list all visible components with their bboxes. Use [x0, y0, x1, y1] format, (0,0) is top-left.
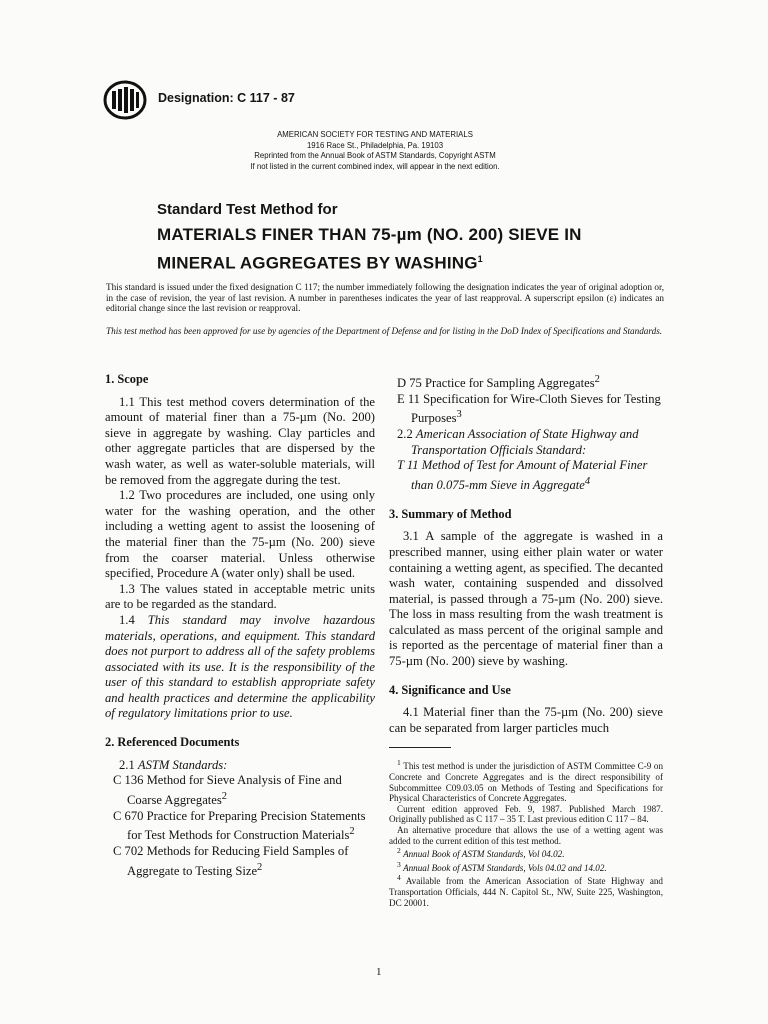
footnote-text: This test method is under the jurisdiction of ASTM Committee C-9 on Concrete and Concrete Aggregates and is the direct responsibility of Subcommittee C09.03.05 on Methods of Testing and Specifications for Physical Characteristics of Concrete Aggregates. — [389, 761, 664, 804]
reference-sup: 2 — [349, 826, 355, 838]
dod-notice: This test method has been approved for use by agencies of the Department of Defense and for listing in the DoD Index of Specifications and Standards. — [106, 326, 663, 336]
publisher-line: AMERICAN SOCIETY FOR TESTING AND MATERIALS — [277, 130, 473, 139]
reference-text: C 702 Methods for Reducing Field Samples of Aggregate to Testing Size — [113, 844, 349, 878]
footnote-mark: 4 — [397, 873, 401, 883]
astm-logo — [103, 80, 147, 120]
reference-item — [105, 844, 375, 879]
section-heading-significance: 4. Significance and Use — [389, 682, 511, 697]
section-heading-summary: 3. Summary of Method — [389, 506, 512, 521]
footnote-text: Available from the American Association of State Highway and Transportation Officials, 444 N. Capitol St., NW, Suite 225, Washington, DC 20001. — [389, 876, 663, 908]
designation: Designation: C 117 - 87 — [158, 91, 295, 105]
reference-sup: 2 — [257, 861, 263, 873]
footnote-mark: 3 — [397, 859, 401, 869]
publisher-line: 1916 Race St., Philadelphia, Pa. 19103 — [306, 140, 444, 150]
reference-item — [389, 372, 663, 392]
footnote-1 — [389, 758, 663, 803]
paragraph-1-1: 1.1 This test method covers determination of the amount of material finer than a 75-µm (No. 200) sieve in aggregate by washing. Clay particles and other aggregate particles that are dispersed by the wash water, as well as water-soluble materials, will be removed from the aggregate during the test. — [105, 394, 375, 487]
issuance-notice: This standard is issued under the fixed designation C 117; the number immediately following the designation indicates the year of original adoption or, in the case of revision, the year of last revision. A number in parentheses indicates the year of last reapproval. A superscript epsilon (ε) indicates an editorial change since the last revision or reapproval. — [106, 282, 664, 314]
subsection-title: ASTM Standards: — [137, 757, 228, 772]
publisher-line: Reprinted from the Annual Book of ASTM Standards, Copyright ASTM — [254, 151, 496, 160]
paragraph-1-2: 1.2 Two procedures are included, one using only water for the washing operation, and the other including a wetting agent to assist the loosening of the material finer than the 75-µm (No. 200) sieve from the coarser material. Unless otherwise specified, Procedure A (water only) shall be used. — [105, 488, 375, 581]
publisher-info — [140, 130, 610, 172]
title-line-3 — [157, 247, 582, 276]
footnote-mark: 2 — [397, 846, 401, 856]
subsection-title: American Association of State Highway and Transportation Officials Standard: — [411, 427, 639, 457]
footnote-text: Annual Book of ASTM Standards, Vols 04.02 and 14.02. — [403, 862, 607, 873]
reference-sup: 3 — [456, 409, 462, 421]
reference-sup: 2 — [594, 374, 600, 385]
reference-text: C 670 Practice for Preparing Precision Statements for Test Methods for Construction Materials — [113, 808, 366, 843]
reference-text: D 75 Practice for Sampling Aggregates — [397, 376, 595, 391]
reference-text: T 11 Method of Test for Amount of Material Finer than 0.075-mm Sieve in Aggregate — [397, 458, 648, 493]
section-heading-scope: 1. Scope — [105, 372, 149, 386]
footnote-text: Annual Book of ASTM Standards, Vol 04.02. — [403, 849, 565, 860]
footnote-1-alternative: An alternative procedure that allows the use of a wetting agent was added to the current edition of this test method. — [389, 825, 663, 846]
publisher-line: If not listed in the current combined index, will appear in the next edition. — [250, 161, 500, 171]
paragraph-number: 2.2 — [397, 427, 413, 442]
reference-sup: 2 — [221, 790, 228, 802]
title-line-1: Standard Test Method for — [157, 201, 338, 218]
title-line-2: MATERIALS FINER THAN 75-µm (NO. 200) SIEVE IN — [157, 225, 582, 244]
paragraph-number: 2.1 — [119, 757, 135, 772]
footnotes — [389, 758, 663, 908]
safety-statement: This standard may involve hazardous materials, operations, and equipment. This standard does not purport to address all of the safety problems associated with its use. It is the responsibility of the user of this standard to establish appropriate safety and health practices and determine the applicability of regulatory limitations prior to use. — [105, 612, 375, 721]
reference-item — [389, 392, 663, 427]
reference-text: C 136 Method for Sieve Analysis of Fine and Coarse Aggregates — [113, 773, 342, 808]
footnote-mark: 1 — [397, 758, 401, 768]
paragraph-1-4 — [105, 613, 375, 722]
document-title — [157, 201, 582, 276]
reference-item — [105, 809, 375, 844]
reference-item — [105, 773, 375, 808]
left-column — [105, 372, 375, 879]
footnote-1-edition: Current edition approved Feb. 9, 1987. Published March 1987. Originally published as C 117 – 35 T. Last previous edition C 117 – 84. — [389, 803, 663, 825]
paragraph-4-1: 4.1 Material finer than the 75-µm (No. 200) sieve can be separated from larger particles much — [389, 705, 663, 735]
reference-sup: 4 — [584, 475, 591, 487]
subsection-2-1 — [105, 758, 375, 774]
footnote-divider — [389, 747, 451, 748]
footnote-4 — [389, 873, 663, 908]
paragraph-3-1: 3.1 A sample of the aggregate is washed in a prescribed manner, using either plain water or water containing a wetting agent, as specified. The decanted wash water, containing suspended and dissolved material, is passed through a 75-µm (No. 200) sieve. The loss in mass resulting from the wash treatment is calculated as mass percent of the original sample and is reported as the percentage of material finer than a 75-µm (No. 200) sieve by washing. — [389, 529, 663, 669]
paragraph-number: 1.4 — [119, 612, 135, 627]
footnote-mark: 1 — [477, 254, 483, 264]
section-heading-referenced: 2. Referenced Documents — [105, 735, 240, 750]
right-column — [389, 372, 663, 908]
reference-text: E 11 Specification for Wire-Cloth Sieves for Testing Purposes — [397, 391, 661, 426]
footnote-2 — [389, 846, 663, 860]
subsection-2-2 — [389, 427, 663, 458]
footnote-3 — [389, 860, 663, 874]
aashto-reference — [389, 458, 663, 493]
title-line-3-text: MINERAL AGGREGATES BY WASHING — [157, 253, 478, 273]
page-number: 1 — [376, 966, 382, 978]
paragraph-1-3: 1.3 The values stated in acceptable metric units are to be regarded as the standard. — [105, 581, 375, 612]
